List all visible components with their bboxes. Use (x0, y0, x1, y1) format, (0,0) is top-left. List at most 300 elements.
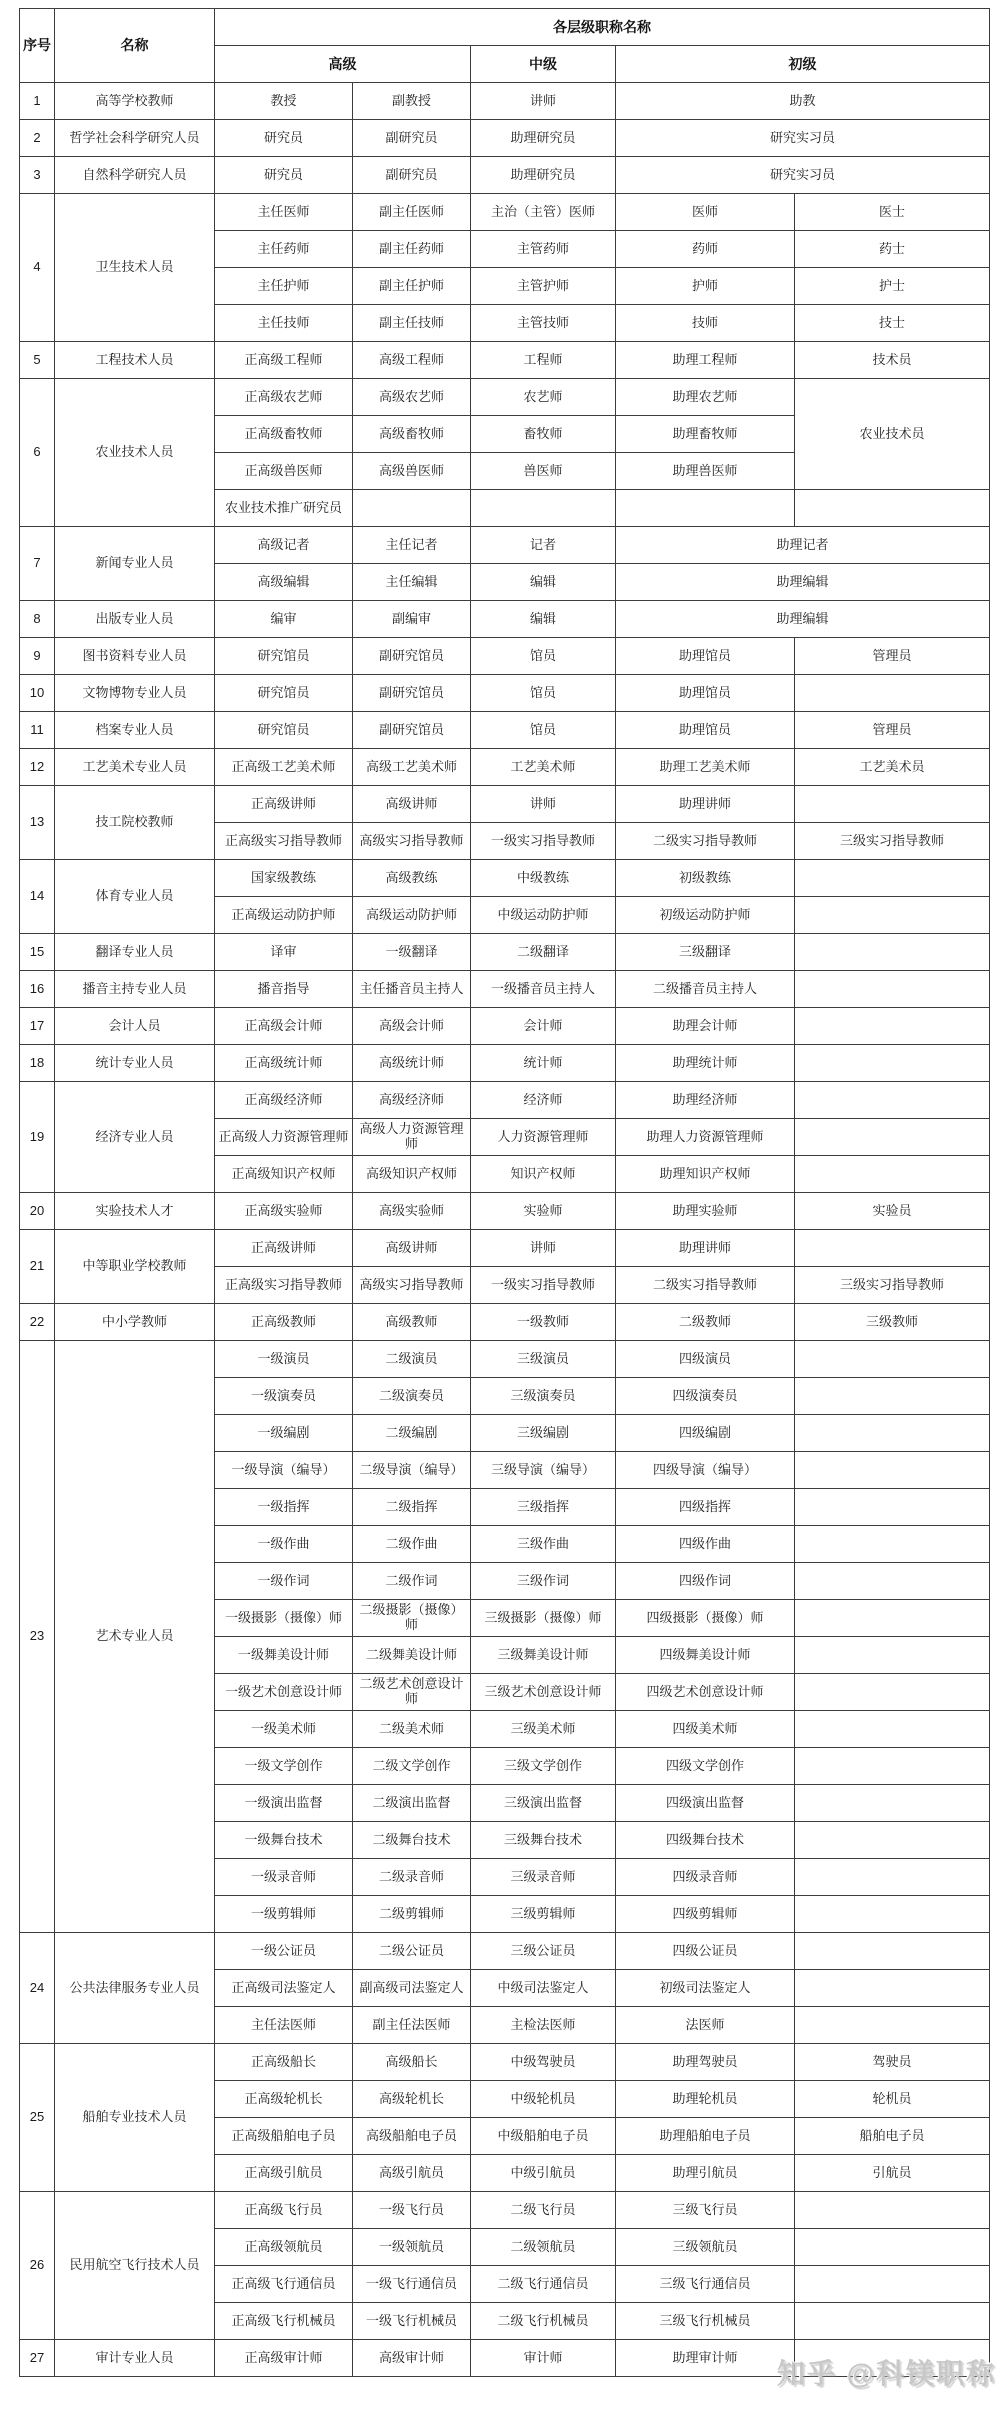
title-cell: 编辑 (471, 564, 616, 601)
title-cell (795, 490, 990, 527)
title-cell: 正高级农艺师 (215, 379, 353, 416)
title-cell: 四级指挥 (616, 1489, 795, 1526)
title-cell: 技师 (616, 305, 795, 342)
title-cell: 一级摄影（摄像）师 (215, 1600, 353, 1637)
title-cell: 法医师 (616, 2007, 795, 2044)
title-cell: 二级演奏员 (353, 1378, 471, 1415)
title-cell: 三级演出监督 (471, 1785, 616, 1822)
title-cell: 三级舞台技术 (471, 1822, 616, 1859)
title-cell: 四级艺术创意设计师 (616, 1674, 795, 1711)
title-cell: 引航员 (795, 2155, 990, 2192)
title-cell (795, 1526, 990, 1563)
category-name: 会计人员 (55, 1008, 215, 1045)
title-cell: 讲师 (471, 786, 616, 823)
category-name: 高等学校教师 (55, 83, 215, 120)
category-name: 自然科学研究人员 (55, 157, 215, 194)
title-cell (795, 1008, 990, 1045)
title-cell: 四级摄影（摄像）师 (616, 1600, 795, 1637)
row-number: 6 (20, 379, 55, 527)
title-cell: 三级教师 (795, 1304, 990, 1341)
title-cell: 二级舞美设计师 (353, 1637, 471, 1674)
category-name: 工艺美术专业人员 (55, 749, 215, 786)
title-cell: 护士 (795, 268, 990, 305)
table-row (20, 712, 990, 749)
title-cell: 中级司法鉴定人 (471, 1970, 616, 2007)
title-cell (795, 1711, 990, 1748)
title-cell: 主任技师 (215, 305, 353, 342)
title-cell: 助理知识产权师 (616, 1156, 795, 1193)
title-cell: 正高级统计师 (215, 1045, 353, 1082)
title-cell: 二级摄影（摄像）师 (353, 1600, 471, 1637)
table-row (20, 1045, 990, 1082)
category-name: 哲学社会科学研究人员 (55, 120, 215, 157)
title-cell: 正高级实习指导教师 (215, 1267, 353, 1304)
row-number: 24 (20, 1933, 55, 2044)
title-cell: 二级指挥 (353, 1489, 471, 1526)
title-cell: 会计师 (471, 1008, 616, 1045)
title-cell: 轮机员 (795, 2081, 990, 2118)
title-cell: 中级船舶电子员 (471, 2118, 616, 2155)
title-cell: 三级领航员 (616, 2229, 795, 2266)
title-cell: 高级讲师 (353, 786, 471, 823)
title-cell: 主任医师 (215, 194, 353, 231)
title-cell: 播音指导 (215, 971, 353, 1008)
title-cell: 助理工程师 (616, 342, 795, 379)
row-number: 15 (20, 934, 55, 971)
title-cell (795, 897, 990, 934)
title-cell: 副主任药师 (353, 231, 471, 268)
title-cell: 药士 (795, 231, 990, 268)
title-cell: 二级实习指导教师 (616, 823, 795, 860)
title-cell: 一级飞行机械员 (353, 2303, 471, 2340)
title-cell: 中级驾驶员 (471, 2044, 616, 2081)
title-cell: 四级作曲 (616, 1526, 795, 1563)
title-cell: 正高级讲师 (215, 1230, 353, 1267)
title-cell: 三级翻译 (616, 934, 795, 971)
title-cell: 编审 (215, 601, 353, 638)
title-cell: 三级舞美设计师 (471, 1637, 616, 1674)
table-row (20, 1341, 990, 1378)
title-cell: 副主任护师 (353, 268, 471, 305)
title-cell: 一级公证员 (215, 1933, 353, 1970)
category-name: 档案专业人员 (55, 712, 215, 749)
title-cell (795, 2007, 990, 2044)
category-name: 农业技术人员 (55, 379, 215, 527)
title-cell: 一级舞美设计师 (215, 1637, 353, 1674)
title-cell: 技士 (795, 305, 990, 342)
title-cell: 副研究员 (353, 120, 471, 157)
title-cell: 正高级兽医师 (215, 453, 353, 490)
title-cell: 高级会计师 (353, 1008, 471, 1045)
category-name: 中等职业学校教师 (55, 1230, 215, 1304)
header-senior: 高级 (215, 46, 471, 83)
row-number: 13 (20, 786, 55, 860)
title-cell: 高级实习指导教师 (353, 823, 471, 860)
title-cell: 正高级人力资源管理师 (215, 1119, 353, 1156)
title-cell: 助理兽医师 (616, 453, 795, 490)
title-cell: 正高级领航员 (215, 2229, 353, 2266)
title-cell: 初级司法鉴定人 (616, 1970, 795, 2007)
title-cell: 实验员 (795, 1193, 990, 1230)
title-cell: 助理工艺美术师 (616, 749, 795, 786)
title-cell: 正高级教师 (215, 1304, 353, 1341)
title-cell: 四级舞台技术 (616, 1822, 795, 1859)
title-cell: 高级工程师 (353, 342, 471, 379)
title-cell: 三级剪辑师 (471, 1896, 616, 1933)
title-cell (795, 860, 990, 897)
title-cell: 助理引航员 (616, 2155, 795, 2192)
title-cell: 一级录音师 (215, 1859, 353, 1896)
title-cell: 助理研究员 (471, 157, 616, 194)
title-cell: 高级兽医师 (353, 453, 471, 490)
title-cell: 高级统计师 (353, 1045, 471, 1082)
title-cell: 三级摄影（摄像）师 (471, 1600, 616, 1637)
title-cell: 二级录音师 (353, 1859, 471, 1896)
title-cell: 研究馆员 (215, 675, 353, 712)
title-cell: 管理员 (795, 712, 990, 749)
header-name: 名称 (55, 9, 215, 83)
title-cell: 一级指挥 (215, 1489, 353, 1526)
title-cell: 医师 (616, 194, 795, 231)
title-cell: 正高级引航员 (215, 2155, 353, 2192)
title-cell: 一级舞台技术 (215, 1822, 353, 1859)
title-cell: 三级导演（编导） (471, 1452, 616, 1489)
category-name: 中小学教师 (55, 1304, 215, 1341)
header-junior: 初级 (616, 46, 990, 83)
title-cell: 二级教师 (616, 1304, 795, 1341)
title-cell (795, 1896, 990, 1933)
title-cell: 正高级经济师 (215, 1082, 353, 1119)
title-cell: 工艺美术师 (471, 749, 616, 786)
table-row (20, 860, 990, 897)
title-cell: 三级演员 (471, 1341, 616, 1378)
table-row (20, 379, 990, 416)
title-cell: 二级导演（编导） (353, 1452, 471, 1489)
title-cell: 一级演出监督 (215, 1785, 353, 1822)
title-cell: 助理馆员 (616, 712, 795, 749)
title-cell: 高级经济师 (353, 1082, 471, 1119)
title-cell: 四级公证员 (616, 1933, 795, 1970)
title-cell: 二级公证员 (353, 1933, 471, 1970)
title-cell: 主管护师 (471, 268, 616, 305)
title-cell: 讲师 (471, 1230, 616, 1267)
row-number: 26 (20, 2192, 55, 2340)
title-cell: 译审 (215, 934, 353, 971)
title-cell: 二级作曲 (353, 1526, 471, 1563)
title-cell: 助理编辑 (616, 601, 990, 638)
title-cell: 经济师 (471, 1082, 616, 1119)
title-cell: 一级作曲 (215, 1526, 353, 1563)
title-cell: 副主任法医师 (353, 2007, 471, 2044)
title-cell: 审计师 (471, 2340, 616, 2377)
title-cell (616, 490, 795, 527)
title-cell: 中级轮机员 (471, 2081, 616, 2118)
category-name: 翻译专业人员 (55, 934, 215, 971)
table-row (20, 1193, 990, 1230)
title-cell (795, 1045, 990, 1082)
title-cell: 正高级飞行机械员 (215, 2303, 353, 2340)
title-cell: 助理会计师 (616, 1008, 795, 1045)
title-cell: 副主任技师 (353, 305, 471, 342)
title-cell: 三级实习指导教师 (795, 1267, 990, 1304)
title-cell: 一级飞行员 (353, 2192, 471, 2229)
category-name: 公共法律服务专业人员 (55, 1933, 215, 2044)
row-number: 27 (20, 2340, 55, 2377)
title-cell: 三级录音师 (471, 1859, 616, 1896)
title-cell: 中级运动防护师 (471, 897, 616, 934)
title-cell: 管理员 (795, 638, 990, 675)
row-number: 17 (20, 1008, 55, 1045)
row-number: 1 (20, 83, 55, 120)
title-cell: 副研究员 (353, 157, 471, 194)
title-cell: 主任药师 (215, 231, 353, 268)
title-cell: 研究馆员 (215, 638, 353, 675)
table-row (20, 342, 990, 379)
category-name: 卫生技术人员 (55, 194, 215, 342)
title-cell: 记者 (471, 527, 616, 564)
title-cell: 高级实习指导教师 (353, 1267, 471, 1304)
title-cell: 四级导演（编导） (616, 1452, 795, 1489)
title-cell: 正高级审计师 (215, 2340, 353, 2377)
title-cell (795, 1230, 990, 1267)
table-header (20, 9, 990, 83)
title-cell: 助理统计师 (616, 1045, 795, 1082)
title-cell: 工程师 (471, 342, 616, 379)
title-cell (795, 971, 990, 1008)
row-number: 19 (20, 1082, 55, 1193)
title-cell (795, 1748, 990, 1785)
row-number: 20 (20, 1193, 55, 1230)
title-cell: 四级舞美设计师 (616, 1637, 795, 1674)
title-cell: 副高级司法鉴定人 (353, 1970, 471, 2007)
title-cell: 正高级工艺美术师 (215, 749, 353, 786)
table-row (20, 2192, 990, 2229)
title-cell: 高级轮机长 (353, 2081, 471, 2118)
title-cell: 高级记者 (215, 527, 353, 564)
title-cell: 一级播音员主持人 (471, 971, 616, 1008)
title-cell: 二级实习指导教师 (616, 1267, 795, 1304)
title-cell: 一级教师 (471, 1304, 616, 1341)
category-name: 艺术专业人员 (55, 1341, 215, 1933)
title-cell: 兽医师 (471, 453, 616, 490)
title-cell: 主治（主管）医师 (471, 194, 616, 231)
title-cell: 一级文学创作 (215, 1748, 353, 1785)
title-cell: 国家级教练 (215, 860, 353, 897)
title-cell: 助理畜牧师 (616, 416, 795, 453)
title-cell: 二级艺术创意设计师 (353, 1674, 471, 1711)
title-cell: 主管药师 (471, 231, 616, 268)
title-cell: 高级引航员 (353, 2155, 471, 2192)
title-cell: 高级编辑 (215, 564, 353, 601)
title-cell: 正高级讲师 (215, 786, 353, 823)
title-cell: 高级知识产权师 (353, 1156, 471, 1193)
table-row (20, 1933, 990, 1970)
title-cell: 正高级船长 (215, 2044, 353, 2081)
table-row (20, 638, 990, 675)
title-cell: 一级演员 (215, 1341, 353, 1378)
title-cell: 知识产权师 (471, 1156, 616, 1193)
title-cell: 四级演奏员 (616, 1378, 795, 1415)
title-cell (795, 2192, 990, 2229)
row-number: 23 (20, 1341, 55, 1933)
title-cell (795, 1341, 990, 1378)
title-cell (795, 1970, 990, 2007)
title-cell: 农业技术推广研究员 (215, 490, 353, 527)
title-cell: 二级翻译 (471, 934, 616, 971)
title-cell: 馆员 (471, 675, 616, 712)
title-cell: 研究员 (215, 157, 353, 194)
category-name: 文物博物专业人员 (55, 675, 215, 712)
table-row (20, 2044, 990, 2081)
table-row (20, 786, 990, 823)
title-cell (471, 490, 616, 527)
category-name: 新闻专业人员 (55, 527, 215, 601)
title-cell: 二级播音员主持人 (616, 971, 795, 1008)
title-cell: 三级飞行机械员 (616, 2303, 795, 2340)
table-row (20, 934, 990, 971)
title-cell: 畜牧师 (471, 416, 616, 453)
row-number: 12 (20, 749, 55, 786)
category-name: 船舶专业技术人员 (55, 2044, 215, 2192)
title-cell: 助理审计师 (616, 2340, 795, 2377)
title-cell: 三级艺术创意设计师 (471, 1674, 616, 1711)
title-cell: 副编审 (353, 601, 471, 638)
title-cell (795, 1156, 990, 1193)
title-cell (795, 1415, 990, 1452)
row-number: 4 (20, 194, 55, 342)
title-cell: 主任记者 (353, 527, 471, 564)
title-cell: 农艺师 (471, 379, 616, 416)
title-cell: 工艺美术员 (795, 749, 990, 786)
category-name: 图书资料专业人员 (55, 638, 215, 675)
table-row (20, 971, 990, 1008)
title-cell: 技术员 (795, 342, 990, 379)
title-cell: 研究馆员 (215, 712, 353, 749)
title-cell: 高级船舶电子员 (353, 2118, 471, 2155)
title-cell: 正高级飞行员 (215, 2192, 353, 2229)
title-cell: 三级作曲 (471, 1526, 616, 1563)
title-cell (795, 1378, 990, 1415)
title-cell: 四级编剧 (616, 1415, 795, 1452)
row-number: 2 (20, 120, 55, 157)
title-cell (795, 1563, 990, 1600)
title-cell: 高级船长 (353, 2044, 471, 2081)
row-number: 14 (20, 860, 55, 934)
title-cell: 正高级畜牧师 (215, 416, 353, 453)
header-seq: 序号 (20, 9, 55, 83)
title-cell: 二级编剧 (353, 1415, 471, 1452)
table-row (20, 1304, 990, 1341)
title-cell: 一级实习指导教师 (471, 823, 616, 860)
title-cell: 主检法医师 (471, 2007, 616, 2044)
title-cell: 讲师 (471, 83, 616, 120)
title-cell: 高级农艺师 (353, 379, 471, 416)
title-cell: 高级实验师 (353, 1193, 471, 1230)
title-cell: 一级剪辑师 (215, 1896, 353, 1933)
title-cell: 一级演奏员 (215, 1378, 353, 1415)
title-cell: 二级领航员 (471, 2229, 616, 2266)
category-name: 工程技术人员 (55, 342, 215, 379)
title-cell: 三级编剧 (471, 1415, 616, 1452)
table-row (20, 1230, 990, 1267)
title-cell: 药师 (616, 231, 795, 268)
table-row (20, 749, 990, 786)
title-cell: 助理船舶电子员 (616, 2118, 795, 2155)
title-cell: 高级工艺美术师 (353, 749, 471, 786)
title-cell: 研究实习员 (616, 157, 990, 194)
title-cell: 二级演员 (353, 1341, 471, 1378)
title-cell: 一级美术师 (215, 1711, 353, 1748)
title-cell: 助理人力资源管理师 (616, 1119, 795, 1156)
watermark: 知乎 @科镁职称 (776, 2358, 996, 2389)
title-cell: 农业技术员 (795, 379, 990, 490)
table-row (20, 601, 990, 638)
category-name: 出版专业人员 (55, 601, 215, 638)
title-cell (795, 675, 990, 712)
title-cell: 正高级实验师 (215, 1193, 353, 1230)
row-number: 18 (20, 1045, 55, 1082)
title-cell (795, 1119, 990, 1156)
title-cell: 副研究馆员 (353, 638, 471, 675)
titles-table (19, 8, 990, 2377)
title-cell: 实验师 (471, 1193, 616, 1230)
title-cell: 中级引航员 (471, 2155, 616, 2192)
title-cell: 高级审计师 (353, 2340, 471, 2377)
table-row (20, 675, 990, 712)
title-cell: 医士 (795, 194, 990, 231)
title-cell: 馆员 (471, 712, 616, 749)
category-name: 民用航空飞行技术人员 (55, 2192, 215, 2340)
title-cell: 一级飞行通信员 (353, 2266, 471, 2303)
title-cell: 初级教练 (616, 860, 795, 897)
title-cell: 二级飞行通信员 (471, 2266, 616, 2303)
title-cell (795, 2229, 990, 2266)
row-number: 9 (20, 638, 55, 675)
row-number: 25 (20, 2044, 55, 2192)
title-cell: 三级演奏员 (471, 1378, 616, 1415)
title-cell: 助理研究员 (471, 120, 616, 157)
title-cell: 助理农艺师 (616, 379, 795, 416)
title-cell: 正高级知识产权师 (215, 1156, 353, 1193)
table-row (20, 157, 990, 194)
category-name: 经济专业人员 (55, 1082, 215, 1193)
category-name: 体育专业人员 (55, 860, 215, 934)
category-name: 技工院校教师 (55, 786, 215, 860)
title-cell: 正高级会计师 (215, 1008, 353, 1045)
title-cell: 助理馆员 (616, 638, 795, 675)
title-cell: 统计师 (471, 1045, 616, 1082)
title-cell: 高级运动防护师 (353, 897, 471, 934)
row-number: 7 (20, 527, 55, 601)
title-cell: 一级作词 (215, 1563, 353, 1600)
title-cell (795, 1933, 990, 1970)
title-cell: 高级讲师 (353, 1230, 471, 1267)
title-cell (795, 1489, 990, 1526)
title-cell (795, 2303, 990, 2340)
title-cell: 二级飞行机械员 (471, 2303, 616, 2340)
category-name: 实验技术人才 (55, 1193, 215, 1230)
title-cell: 一级编剧 (215, 1415, 353, 1452)
title-cell: 三级文学创作 (471, 1748, 616, 1785)
title-cell: 四级文学创作 (616, 1748, 795, 1785)
title-cell: 二级演出监督 (353, 1785, 471, 1822)
title-cell: 助理馆员 (616, 675, 795, 712)
category-name: 统计专业人员 (55, 1045, 215, 1082)
row-number: 21 (20, 1230, 55, 1304)
title-cell: 四级作词 (616, 1563, 795, 1600)
row-number: 16 (20, 971, 55, 1008)
title-cell: 三级作词 (471, 1563, 616, 1600)
